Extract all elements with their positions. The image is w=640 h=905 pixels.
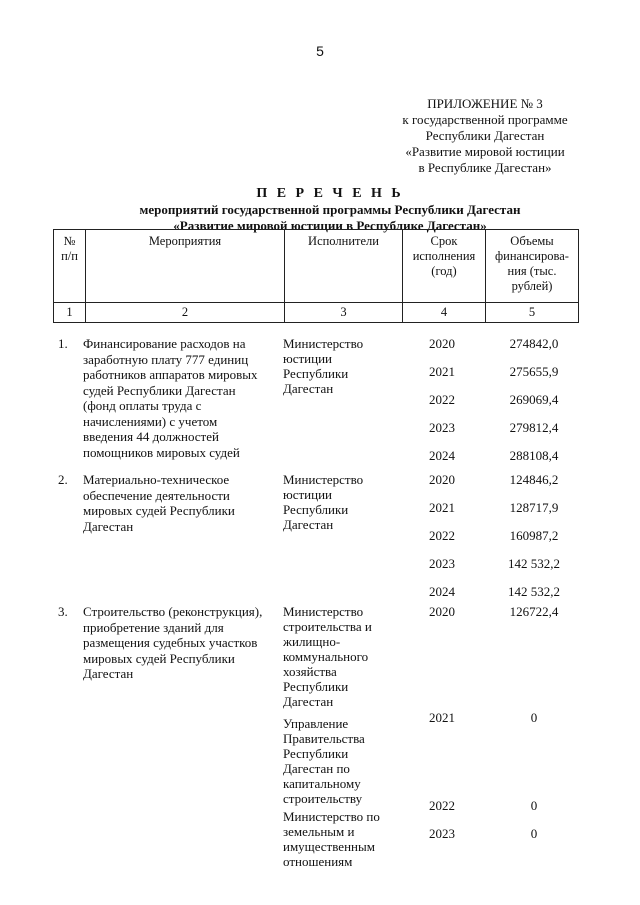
executor-line: Министерство: [283, 472, 364, 487]
year-value: 2021: [429, 364, 455, 379]
year-value: 2020: [429, 604, 455, 619]
title-heading: П Е Р Е Ч Е Н Ь: [256, 186, 404, 201]
executors-cell: [283, 336, 393, 396]
year-value: 2021: [429, 710, 455, 725]
activity-line: Материально-техническое: [83, 472, 230, 487]
executors-cell: [283, 604, 393, 869]
table-header-row: [54, 230, 579, 303]
header-cell-term: [403, 230, 486, 303]
activity-line: мировых судей Республики: [83, 650, 235, 666]
row-number: 2.: [58, 472, 68, 487]
header-cell-activity: [86, 230, 285, 303]
activity-line: заработную плату 777 единиц: [83, 351, 249, 367]
appendix-line: к государственной программе: [402, 112, 568, 127]
executor-line: Республики: [283, 746, 349, 761]
title-program-name: «Развитие мировой юстиции в Республике Дагестан»: [173, 218, 487, 233]
funding-value: 274842,0: [509, 336, 559, 351]
appendix-line: в Республике Дагестан»: [418, 160, 552, 175]
funding-value: 126722,4: [509, 604, 559, 619]
executor-line: жилищно-: [283, 634, 341, 649]
funding-value: 160987,2: [509, 528, 559, 543]
activity-line: помощников мировых судей: [83, 444, 240, 460]
activity-line: обеспечение деятельности: [83, 487, 230, 503]
year-value: 2023: [429, 556, 455, 571]
funding-value: 275655,9: [509, 364, 559, 379]
column-number: 3: [285, 303, 403, 323]
funding-value: 142 532,2: [508, 584, 560, 599]
executor-line: Министерство по: [283, 809, 380, 824]
funding-value: 0: [530, 710, 538, 725]
executor-line: юстиции: [283, 487, 332, 502]
executor-line: Республики: [283, 679, 349, 694]
header-text: Объемы: [510, 234, 554, 248]
column-number: 4: [403, 303, 486, 323]
executor-line: Управление: [283, 716, 349, 731]
activity-line: введения 44 должностей: [83, 429, 219, 444]
row-number: 1.: [58, 336, 68, 351]
column-number: 1: [54, 303, 86, 323]
funding-value: 128717,9: [509, 500, 559, 515]
year-value: 2020: [429, 336, 455, 351]
activity-cell: [83, 472, 273, 534]
appendix-line: Республики Дагестан: [425, 128, 545, 143]
appendix-note: [380, 96, 590, 176]
activity-line: приобретение зданий для: [83, 619, 224, 635]
header-text: ния (тыс.: [507, 264, 557, 278]
header-text: №: [63, 234, 76, 248]
activity-line: Строительство (реконструкция),: [83, 604, 263, 619]
executor-line: строительства и: [283, 619, 372, 634]
activity-line: мировых судей Республики: [83, 503, 235, 518]
year-value: 2021: [429, 500, 455, 515]
executor-line: Республики: [283, 366, 349, 381]
executor-line: Правительства: [283, 731, 365, 746]
executor-line: Дагестан: [283, 517, 334, 532]
executor-line: Министерство: [283, 604, 364, 619]
executor-line: Дагестан по: [283, 761, 350, 776]
header-text: рублей): [511, 279, 553, 293]
appendix-line: «Развитие мировой юстиции: [405, 144, 565, 159]
header-text: Срок: [430, 234, 458, 248]
executor-line: коммунального: [283, 649, 369, 664]
executor-line: Республики: [283, 502, 349, 517]
activity-cell: [83, 604, 273, 682]
header-text: финансирова-: [495, 249, 569, 263]
executor-line: Дагестан: [283, 694, 334, 709]
header-cell-funding: [486, 230, 579, 303]
executor-line: юстиции: [283, 351, 332, 366]
year-value: 2020: [429, 472, 455, 487]
header-cell-executors: [285, 230, 403, 303]
executor-line: капитальному: [283, 776, 361, 791]
year-value: 2023: [429, 826, 455, 841]
activity-line: Финансирование расходов на: [83, 336, 246, 351]
activity-line: размещения судебных участков: [83, 635, 258, 650]
header-text: п/п: [61, 249, 78, 263]
executor-line: земельным и: [283, 824, 355, 839]
funding-value: 124846,2: [509, 472, 559, 487]
funding-value: 0: [530, 798, 538, 813]
table-header: [53, 229, 579, 323]
year-value: 2022: [429, 528, 455, 543]
executor-line: имущественным: [283, 839, 375, 854]
funding-value: 142 532,2: [508, 556, 560, 571]
year-value: 2024: [429, 584, 455, 599]
header-text: (год): [431, 264, 457, 278]
activity-line: работников аппаратов мировых: [83, 367, 258, 382]
column-number: 5: [486, 303, 579, 323]
year-value: 2023: [429, 420, 455, 435]
year-value: 2024: [429, 448, 455, 463]
funding-value: 0: [530, 826, 538, 841]
funding-value: 279812,4: [509, 420, 559, 435]
activity-line: судей Республики Дагестан: [83, 382, 236, 398]
executor-line: Министерство: [283, 336, 364, 351]
header-text: Мероприятия: [148, 234, 222, 248]
table-column-number-row: [54, 303, 579, 323]
activity-line: Дагестан: [83, 666, 134, 681]
title-subheading: мероприятий государственной программы Республики Дагестан: [139, 202, 521, 217]
executor-line: отношениям: [283, 854, 353, 869]
header-cell-number: [54, 230, 86, 303]
column-number: 2: [86, 303, 285, 323]
activity-line: Дагестан: [83, 518, 134, 534]
header-text: Исполнители: [308, 234, 379, 248]
activity-line: начислениями) с учетом: [83, 413, 218, 429]
page-number: 5: [316, 43, 324, 59]
funding-value: 288108,4: [509, 448, 559, 463]
executors-cell: [283, 472, 393, 532]
row-number: 3.: [58, 604, 68, 619]
activity-line: (фонд оплаты труда с: [83, 398, 202, 413]
executor-line: хозяйства: [283, 664, 337, 679]
year-value: 2022: [429, 392, 455, 407]
header-text: исполнения: [412, 249, 476, 263]
appendix-line: ПРИЛОЖЕНИЕ № 3: [427, 96, 543, 111]
executor-line: строительству: [283, 791, 363, 806]
year-value: 2022: [429, 798, 455, 813]
document-title: [110, 186, 550, 234]
executor-line: Дагестан: [283, 381, 334, 396]
funding-value: 269069,4: [509, 392, 559, 407]
activity-cell: [83, 336, 273, 460]
